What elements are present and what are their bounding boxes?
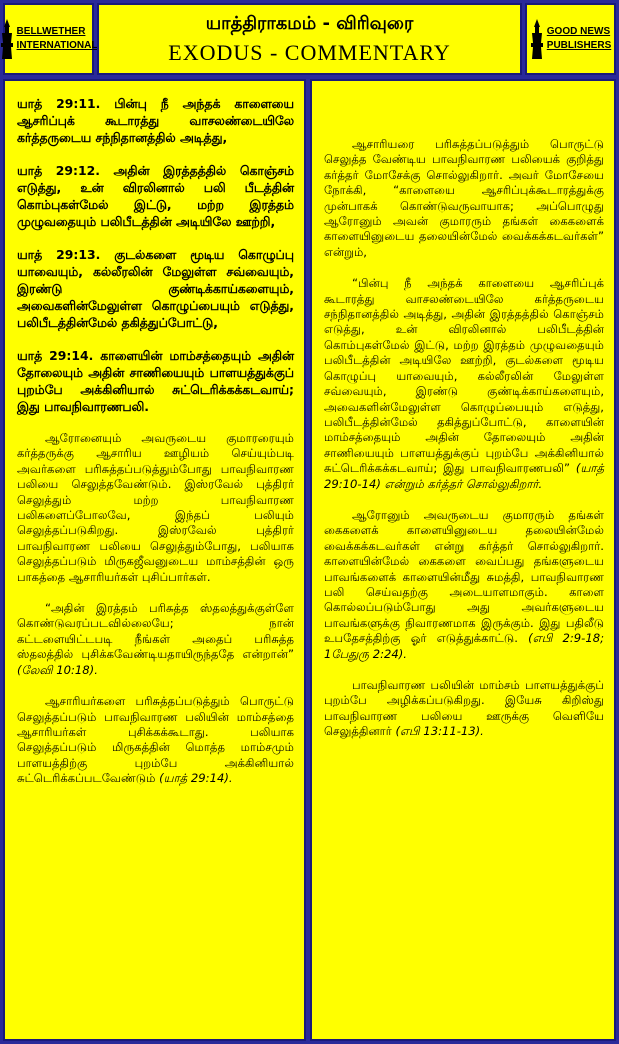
scripture-reference: (எபி 13:11-13). <box>391 724 484 739</box>
right-column <box>310 79 616 1041</box>
page-title-tamil: யாத்திராகமம் - விரிவுரை <box>205 12 414 34</box>
verse-29-14: யாத் 29:14. காளையின் மாம்சத்தையும் அதின் தோலையும் அதின் சாணியையும் பாளயத்துக்குப் புறம்பே அக்கினியால் சுட்டெரிக்கக்கடவாய்; இது பாவநிவாரணபலி. <box>17 348 294 414</box>
left-logo-line2: INTERNATIONAL <box>16 40 98 51</box>
scripture-reference: (யாத் 29:14). <box>155 771 233 786</box>
verse-29-11: யாத் 29:11. பின்பு நீ அந்தக் காளையை ஆசரிப்புக் கூடாரத்து வாசலண்டையிலே கர்த்தருடைய சந்நிதானத்தில் அடித்து, <box>17 96 294 145</box>
scripture-reference: (லேவி 10:18). <box>17 662 98 677</box>
commentary-paragraph: “பின்பு நீ அந்தக் காளையை ஆசரிப்புக் கூடாரத்து வாசலண்டையிலே கர்த்தருடைய சந்நிதானத்தில் அடித்து, அதின் இரத்தத்தில் கொஞ்சம் எடுத்து, உன் விரலினால் பலிபீடத்தின் கொம்புகள்மேல் இட்டு, மற்ற இரத்தம் முழுவதையும் பலிபீடத்தின் அடியிலே ஊற்றி, குடல்களை மூடிய கொழுப்பு யாவையும், கல்லீரலின் மேலுள்ள சவ்வையும், இரண்டு குண்டிக்காய்களையும், அவைகளின்மேலுள்ள கொழுப்பையும் எடுத்து, பலிபீடத்தின்மேல் தகித்துப்போட்டு, காளையின் மாம்சத்தையும் அதின் தோலையும் அதின் சாணியையும் பாளயத்துக்குப் புறம்பே அக்கினியால் சுட்டெரிக்கக்கடவாய்; இது பாவநிவாரணபலி” (யாத் 29:10-14) என்றும் கர்த்தர் சொல்லுகிறார். <box>324 276 604 491</box>
commentary-paragraph: ஆரோனும் அவருடைய குமாரரும் தங்கள் கைகளைக் காளையினுடைய தலையின்மேல் வைக்கக்கடவர்கள் என்று கர்த்தர் சொல்லுகிறார். காளையின்மேல் கைகளை வைப்பது தங்களுடைய பாவங்களைக் காளையின்மீது சுமத்தி, பாவநிவாரண பலி செய்வதற்கு அடையாளமாகும். காளை கொல்லப்படும்போது அது அவர்களுடைய பாவங்களுக்கு நிவாரணமாக இருக்கும். இது பதிலீடு உபதேசத்திற்கு ஓர் எடுத்துக்காட்டு. (எபி 2:9-18; 1பேதுரு 2:24). <box>324 507 604 661</box>
verse-29-12: யாத் 29:12. அதின் இரத்தத்தில் கொஞ்சம் எடுத்து, உன் விரலினால் பலி பீடத்தின் கொம்புகள்மேல் இட்டு, மற்ற இரத்தம் முழுவதையும் பலிபீடத்தின் அடியிலே ஊற்றி, <box>17 163 294 229</box>
header <box>3 3 616 75</box>
bell-tower-icon <box>530 17 544 61</box>
commentary-paragraph: “அதின் இரத்தம் பரிசுத்த ஸ்தலத்துக்குள்ளே கொண்டுவரப்படவில்லையே; நான் கட்டளையிட்டபடி நீங்கள் அதைப் பரிசுத்த ஸ்தலத்தில் புசிக்கவேண்டியதாயிருந்ததே என்றான்” (லேவி 10:18). <box>17 601 294 677</box>
right-logo-line2: PUBLISHERS <box>546 40 612 51</box>
bellwether-logo <box>3 3 98 75</box>
commentary-paragraph: ஆசாரியர்களை பரிசுத்தப்படுத்தும் பொருட்டு செலுத்தப்படும் பாவநிவாரண பலியின் மாம்சத்தை ஆசாரியர்கள் புசிக்கக்கூடாது. பலியாக செலுத்தப்படும் மிருகத்தின் மொத்த மாம்சமும் பாளயத்திற்கு புறம்பே அக்கினியால் சுட்டெரிக்கப்படவேண்டும் (யாத் 29:14). <box>17 694 294 786</box>
left-logo-line1: BELLWETHER <box>16 26 86 37</box>
bell-tower-icon <box>0 17 14 61</box>
title-box <box>97 3 522 75</box>
commentary-paragraph: பாவநிவாரண பலியின் மாம்சம் பாளயத்துக்குப் புறம்பே அழிக்கப்படுகிறது. இயேசு கிறிஸ்து பாவநிவாரண பலியை ஊருக்கு வெளியே செலுத்தினார் (எபி 13:11-13). <box>324 678 604 739</box>
commentary-paragraph: ஆரோனையும் அவருடைய குமாரரையும் கர்த்தருக்கு ஆசாரிய ஊழியம் செய்யும்படி அவர்களை பரிசுத்தப்படுத்தும்போது பாவநிவாரண பலியை செலுத்தவேண்டும். இஸ்ரவேல் புத்திரர் செலுத்தும் மற்ற பாவநிவாரண பலிகளைப்போலவே, இந்தப் பலியும் செலுத்தப்படுகிறது. இஸ்ரவேல் புத்திரர் பாவநிவாரண பலியை செலுத்தும்போது, பலியாக செலுத்தப்படும் மிருகஜீவனுடைய மாம்சத்தின் ஒரு பாகத்தை ஆசாரியர்கள் புசிப்பார்கள். <box>17 431 294 584</box>
scripture-reference: (எபி 2:9-18; 1பேதுரு 2:24). <box>324 631 604 661</box>
left-column <box>3 79 306 1041</box>
scripture-reference: (யாத் 29:10-14) என்றும் கர்த்தர் சொல்லுகிறார். <box>324 461 604 491</box>
right-logo-line1: GOOD NEWS <box>546 26 611 37</box>
verse-29-13: யாத் 29:13. குடல்களை மூடிய கொழுப்பு யாவையும், கல்லீரலின் மேலுள்ள சவ்வையும், இரண்டு குண்டிக்காய்களையும், அவைகளின்மேலுள்ள கொழுப்பையும் எடுத்து, பலிபீடத்தின்மேல் தகித்துப்போட்டு, <box>17 247 294 330</box>
good-news-logo <box>525 3 616 75</box>
commentary-paragraph: ஆசாரியரை பரிசுத்தப்படுத்தும் பொருட்டு செலுத்த வேண்டிய பாவநிவாரண பலியைக் குறித்து கர்த்தர் மோசேக்கு சொல்லுகிறார். அவர் மோசேயை நோக்கி, “காளையை ஆசரிப்புக்கூடாரத்துக்கு முன்பாகக் கொண்டுவருவாயாக; அப்பொழுது ஆரோனும் அவன் குமாரரும் தங்கள் கைகளைக் காளையினுடைய தலையின்மேல் வைக்கக்கடவர்கள்” என்றும், <box>324 137 604 259</box>
page-title-english: EXODUS - COMMENTARY <box>168 39 451 65</box>
